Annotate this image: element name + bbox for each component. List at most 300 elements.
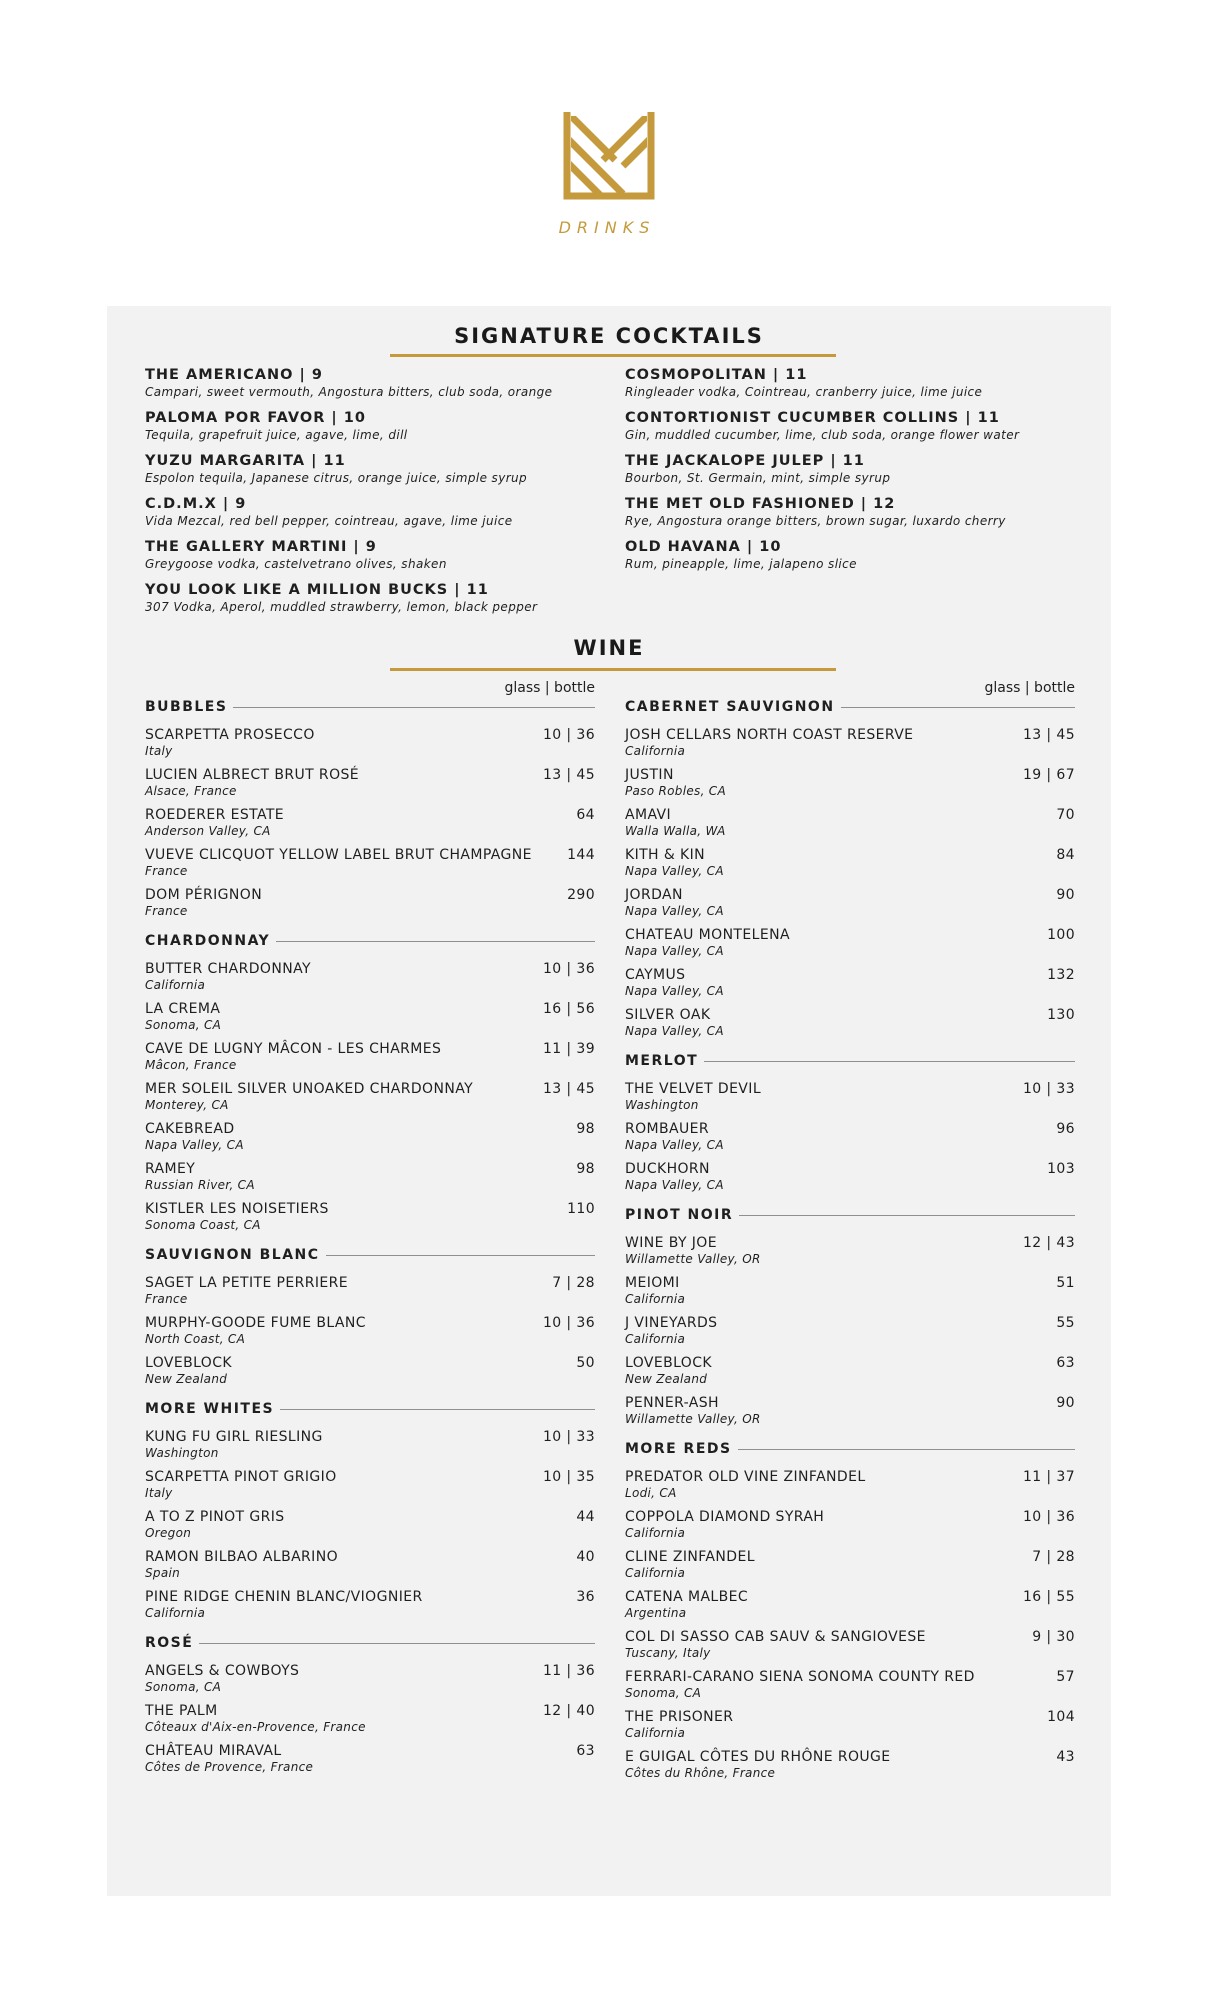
cocktail-item bbox=[145, 495, 605, 529]
wine-row bbox=[145, 1314, 595, 1332]
wine-price: 63 bbox=[1056, 1355, 1075, 1371]
wine-region: California bbox=[625, 1526, 686, 1540]
wine-price: 7 | 28 bbox=[1032, 1549, 1075, 1565]
wine-item bbox=[625, 1160, 1075, 1192]
wine-row bbox=[145, 886, 595, 904]
wine-price: 13 | 45 bbox=[542, 767, 595, 783]
wine-row bbox=[145, 1200, 595, 1218]
category-divider bbox=[233, 707, 595, 708]
cocktail-name: THE JACKALOPE JULEP | 11 bbox=[625, 453, 865, 469]
wine-region: Napa Valley, CA bbox=[625, 904, 724, 918]
wine-region: Sonoma, CA bbox=[625, 1686, 702, 1700]
wine-name: PENNER-ASH bbox=[625, 1395, 719, 1411]
wine-name: KISTLER LES NOISETIERS bbox=[145, 1201, 329, 1217]
wine-name: THE PRISONER bbox=[625, 1709, 734, 1725]
wine-name: JORDAN bbox=[625, 887, 683, 903]
wine-category-header bbox=[625, 1206, 1075, 1224]
wine-item bbox=[145, 766, 595, 798]
wine-row bbox=[145, 1662, 595, 1680]
wine-region: California bbox=[145, 1606, 206, 1620]
wine-price: 9 | 30 bbox=[1032, 1629, 1075, 1645]
wine-region: Willamette Valley, OR bbox=[625, 1252, 761, 1266]
wine-region: France bbox=[145, 864, 188, 878]
glass-bottle-header: glass | bottle bbox=[984, 680, 1075, 696]
wine-region: Sonoma, CA bbox=[145, 1018, 222, 1032]
wine-name: CLINE ZINFANDEL bbox=[625, 1549, 755, 1565]
wine-region: California bbox=[145, 978, 206, 992]
wine-price: 104 bbox=[1047, 1709, 1075, 1725]
wine-row bbox=[625, 886, 1075, 904]
wine-item bbox=[145, 1428, 595, 1460]
wine-row bbox=[145, 1468, 595, 1486]
wine-name: KITH & KIN bbox=[625, 847, 705, 863]
wine-name: AMAVI bbox=[625, 807, 672, 823]
wine-item bbox=[625, 1080, 1075, 1112]
cocktail-description: Campari, sweet vermouth, Angostura bitters, club soda, orange bbox=[145, 385, 553, 399]
wine-region: Willamette Valley, OR bbox=[625, 1412, 761, 1426]
wine-price: 10 | 36 bbox=[542, 727, 595, 743]
cocktail-description: Espolon tequila, Japanese citrus, orange juice, simple syrup bbox=[145, 471, 528, 485]
wine-price: 10 | 33 bbox=[1022, 1081, 1075, 1097]
wine-row bbox=[145, 1508, 595, 1526]
category-divider bbox=[326, 1255, 595, 1256]
wine-item bbox=[625, 1274, 1075, 1306]
wine-price: 98 bbox=[576, 1121, 595, 1137]
wine-name: VUEVE CLICQUOT YELLOW LABEL BRUT CHAMPAGNE bbox=[145, 847, 532, 863]
wine-name: CAKEBREAD bbox=[145, 1121, 235, 1137]
wine-price: 63 bbox=[576, 1743, 595, 1759]
cocktail-description: Bourbon, St. Germain, mint, simple syrup bbox=[625, 471, 891, 485]
wine-region: Napa Valley, CA bbox=[625, 944, 724, 958]
wine-region: Napa Valley, CA bbox=[145, 1138, 244, 1152]
category-divider bbox=[276, 941, 595, 942]
wine-name: ROMBAUER bbox=[625, 1121, 710, 1137]
wine-region: Anderson Valley, CA bbox=[145, 824, 271, 838]
wine-region: North Coast, CA bbox=[145, 1332, 246, 1346]
wine-region: Côtes du Rhône, France bbox=[625, 1766, 776, 1780]
wine-name: MER SOLEIL SILVER UNOAKED CHARDONNAY bbox=[145, 1081, 474, 1097]
wine-row bbox=[625, 966, 1075, 984]
wine-category-header bbox=[145, 1634, 595, 1652]
wine-price: 84 bbox=[1056, 847, 1075, 863]
wine-region: California bbox=[625, 1726, 686, 1740]
wine-region: Monterey, CA bbox=[145, 1098, 229, 1112]
wine-region: Côteaux d'Aix-en-Provence, France bbox=[145, 1720, 366, 1734]
wine-category-label: ROSÉ bbox=[145, 1635, 194, 1651]
cocktail-description: Vida Mezcal, red bell pepper, cointreau, agave, lime juice bbox=[145, 514, 513, 528]
wine-item bbox=[625, 1006, 1075, 1038]
cocktail-name: C.D.M.X | 9 bbox=[145, 496, 247, 512]
wine-price: 51 bbox=[1056, 1275, 1075, 1291]
wine-region: Sonoma Coast, CA bbox=[145, 1218, 261, 1232]
wine-price: 55 bbox=[1056, 1315, 1075, 1331]
wine-price: 98 bbox=[576, 1161, 595, 1177]
wine-row bbox=[145, 846, 595, 864]
wine-item bbox=[145, 1662, 595, 1694]
wine-row bbox=[145, 1354, 595, 1372]
wine-item bbox=[625, 926, 1075, 958]
wine-region: Côtes de Provence, France bbox=[145, 1760, 314, 1774]
category-divider bbox=[739, 1215, 1075, 1216]
wine-price: 144 bbox=[567, 847, 595, 863]
cocktail-name: PALOMA POR FAVOR | 10 bbox=[145, 410, 366, 426]
wine-name: LUCIEN ALBRECT BRUT ROSÉ bbox=[145, 767, 360, 783]
cocktail-item bbox=[625, 495, 1085, 529]
menu-panel bbox=[107, 306, 1111, 1896]
wine-category-label: PINOT NOIR bbox=[625, 1207, 734, 1223]
category-divider bbox=[738, 1449, 1075, 1450]
wine-item bbox=[145, 1548, 595, 1580]
wine-region: Italy bbox=[145, 744, 173, 758]
wine-name: RAMEY bbox=[145, 1161, 196, 1177]
wine-price: 290 bbox=[567, 887, 595, 903]
wine-name: COL DI SASSO CAB SAUV & SANGIOVESE bbox=[625, 1629, 926, 1645]
wine-region: California bbox=[625, 744, 686, 758]
wine-row bbox=[145, 1120, 595, 1138]
cocktail-item bbox=[625, 366, 1085, 400]
crown-m-logo bbox=[563, 108, 655, 200]
wine-category-header bbox=[145, 1246, 595, 1264]
cocktail-description: Gin, muddled cucumber, lime, club soda, orange flower water bbox=[625, 428, 1020, 442]
wine-item bbox=[145, 1588, 595, 1620]
wine-row bbox=[625, 1160, 1075, 1178]
wine-name: LOVEBLOCK bbox=[625, 1355, 712, 1371]
wine-price: 130 bbox=[1047, 1007, 1075, 1023]
wine-name: KUNG FU GIRL RIESLING bbox=[145, 1429, 323, 1445]
wine-category-label: CHARDONNAY bbox=[145, 933, 271, 949]
wine-name: CAVE DE LUGNY MÂCON - LES CHARMES bbox=[145, 1041, 442, 1057]
wine-item bbox=[145, 1742, 595, 1774]
wine-name: CATENA MALBEC bbox=[625, 1589, 749, 1605]
wine-category-label: BUBBLES bbox=[145, 699, 228, 715]
wine-category-label: SAUVIGNON BLANC bbox=[145, 1247, 320, 1263]
wine-price: 19 | 67 bbox=[1022, 767, 1075, 783]
wine-region: Lodi, CA bbox=[625, 1486, 677, 1500]
wine-row bbox=[625, 726, 1075, 744]
wine-row bbox=[625, 1006, 1075, 1024]
wine-name: SAGET LA PETITE PERRIERE bbox=[145, 1275, 349, 1291]
wine-row bbox=[145, 726, 595, 744]
cocktail-name: YOU LOOK LIKE A MILLION BUCKS | 11 bbox=[145, 582, 489, 598]
wine-item bbox=[145, 1120, 595, 1152]
wine-name: E GUIGAL CÔTES DU RHÔNE ROUGE bbox=[625, 1749, 891, 1765]
wine-name: LOVEBLOCK bbox=[145, 1355, 232, 1371]
wine-region: California bbox=[625, 1566, 686, 1580]
wine-price: 44 bbox=[576, 1509, 595, 1525]
wine-item bbox=[625, 1120, 1075, 1152]
wine-region: Argentina bbox=[625, 1606, 687, 1620]
wine-row bbox=[145, 1548, 595, 1566]
wine-price: 90 bbox=[1056, 1395, 1075, 1411]
wine-row bbox=[625, 1274, 1075, 1292]
wine-price: 132 bbox=[1047, 967, 1075, 983]
wine-price: 11 | 39 bbox=[542, 1041, 595, 1057]
wine-row bbox=[625, 1548, 1075, 1566]
cocktail-description: Rum, pineapple, lime, jalapeno slice bbox=[625, 557, 857, 571]
wine-title: WINE bbox=[573, 636, 645, 660]
cocktail-description: Greygoose vodka, castelvetrano olives, shaken bbox=[145, 557, 447, 571]
wine-item bbox=[145, 1354, 595, 1386]
wine-item bbox=[145, 1080, 595, 1112]
wine-item bbox=[145, 726, 595, 758]
wine-item bbox=[145, 1702, 595, 1734]
wine-price: 64 bbox=[576, 807, 595, 823]
wine-category-label: MERLOT bbox=[625, 1053, 699, 1069]
wine-item bbox=[625, 886, 1075, 918]
cocktail-description: Ringleader vodka, Cointreau, cranberry juice, lime juice bbox=[625, 385, 983, 399]
wine-row bbox=[625, 1588, 1075, 1606]
wine-item bbox=[625, 1708, 1075, 1740]
wine-name: THE VELVET DEVIL bbox=[625, 1081, 762, 1097]
wine-item bbox=[145, 960, 595, 992]
cocktail-item bbox=[625, 452, 1085, 486]
wine-name: CHATEAU MONTELENA bbox=[625, 927, 790, 943]
wine-price: 103 bbox=[1047, 1161, 1075, 1177]
wine-row bbox=[625, 1668, 1075, 1686]
wine-name: MURPHY-GOODE FUME BLANC bbox=[145, 1315, 366, 1331]
wine-item bbox=[145, 1160, 595, 1192]
wine-price: 10 | 35 bbox=[542, 1469, 595, 1485]
wine-name: DOM PÉRIGNON bbox=[145, 887, 263, 903]
wine-row bbox=[625, 766, 1075, 784]
wine-name: SCARPETTA PINOT GRIGIO bbox=[145, 1469, 337, 1485]
cocktail-name: CONTORTIONIST CUCUMBER COLLINS | 11 bbox=[625, 410, 1000, 426]
wine-item bbox=[145, 1468, 595, 1500]
wine-region: Mâcon, France bbox=[145, 1058, 237, 1072]
wine-item bbox=[625, 1354, 1075, 1386]
wine-price: 10 | 36 bbox=[542, 961, 595, 977]
wine-region: Alsace, France bbox=[145, 784, 237, 798]
wine-name: THE PALM bbox=[145, 1703, 218, 1719]
wine-category-header bbox=[625, 1440, 1075, 1458]
wine-price: 50 bbox=[576, 1355, 595, 1371]
wine-region: Oregon bbox=[145, 1526, 192, 1540]
wine-row bbox=[145, 1588, 595, 1606]
wine-price: 16 | 56 bbox=[542, 1001, 595, 1017]
wine-region: Washington bbox=[625, 1098, 699, 1112]
cocktail-description: Rye, Angostura orange bitters, brown sugar, luxardo cherry bbox=[625, 514, 1006, 528]
cocktail-item bbox=[145, 409, 605, 443]
wine-price: 40 bbox=[576, 1549, 595, 1565]
wine-category-label: MORE WHITES bbox=[145, 1401, 275, 1417]
wine-name: JUSTIN bbox=[625, 767, 674, 783]
cocktails-right-column bbox=[625, 366, 1085, 581]
wine-price: 7 | 28 bbox=[552, 1275, 595, 1291]
wine-row bbox=[625, 1628, 1075, 1646]
wine-price: 90 bbox=[1056, 887, 1075, 903]
wine-price: 13 | 45 bbox=[542, 1081, 595, 1097]
wine-name: SCARPETTA PROSECCO bbox=[145, 727, 315, 743]
wine-row bbox=[145, 766, 595, 784]
wine-item bbox=[625, 1748, 1075, 1780]
wine-region: Napa Valley, CA bbox=[625, 1024, 724, 1038]
wine-row bbox=[145, 1274, 595, 1292]
cocktail-name: COSMOPOLITAN | 11 bbox=[625, 367, 808, 383]
wine-item bbox=[625, 1508, 1075, 1540]
wine-item bbox=[625, 1668, 1075, 1700]
wine-item bbox=[625, 806, 1075, 838]
wine-row bbox=[625, 1314, 1075, 1332]
wine-name: ROEDERER ESTATE bbox=[145, 807, 285, 823]
wine-row bbox=[145, 1702, 595, 1720]
wine-region: California bbox=[625, 1292, 686, 1306]
cocktail-item bbox=[625, 409, 1085, 443]
wine-row bbox=[625, 1120, 1075, 1138]
cocktail-item bbox=[145, 581, 605, 615]
wine-region: Tuscany, Italy bbox=[625, 1646, 711, 1660]
category-divider bbox=[280, 1409, 595, 1410]
wine-name: PREDATOR OLD VINE ZINFANDEL bbox=[625, 1469, 866, 1485]
category-divider bbox=[841, 707, 1075, 708]
wine-region: Napa Valley, CA bbox=[625, 1178, 724, 1192]
glass-bottle-header: glass | bottle bbox=[504, 680, 595, 696]
cocktail-name: THE AMERICANO | 9 bbox=[145, 367, 323, 383]
cocktail-description: 307 Vodka, Aperol, muddled strawberry, lemon, black pepper bbox=[145, 600, 538, 614]
wine-item bbox=[145, 1000, 595, 1032]
wine-row bbox=[145, 806, 595, 824]
wine-row bbox=[145, 1040, 595, 1058]
wine-category-header bbox=[145, 1400, 595, 1418]
wine-name: DUCKHORN bbox=[625, 1161, 710, 1177]
wine-name: WINE BY JOE bbox=[625, 1235, 717, 1251]
wine-item bbox=[145, 1200, 595, 1232]
wine-region: New Zealand bbox=[145, 1372, 228, 1386]
wine-name: BUTTER CHARDONNAY bbox=[145, 961, 311, 977]
wine-region: France bbox=[145, 1292, 188, 1306]
wine-region: New Zealand bbox=[625, 1372, 708, 1386]
wine-row bbox=[625, 1748, 1075, 1766]
cocktails-title-rule bbox=[390, 354, 836, 357]
wine-item bbox=[625, 846, 1075, 878]
wine-name: SILVER OAK bbox=[625, 1007, 711, 1023]
wine-row bbox=[625, 1354, 1075, 1372]
wine-region: California bbox=[625, 1332, 686, 1346]
wine-row bbox=[625, 1394, 1075, 1412]
category-divider bbox=[704, 1061, 1075, 1062]
wine-region: Walla Walla, WA bbox=[625, 824, 726, 838]
wine-region: Russian River, CA bbox=[145, 1178, 255, 1192]
wine-price: 13 | 45 bbox=[1022, 727, 1075, 743]
wine-category-header bbox=[625, 698, 1075, 716]
wine-price: 110 bbox=[567, 1201, 595, 1217]
wine-price: 96 bbox=[1056, 1121, 1075, 1137]
cocktail-name: THE GALLERY MARTINI | 9 bbox=[145, 539, 377, 555]
wine-name: A TO Z PINOT GRIS bbox=[145, 1509, 285, 1525]
wine-item bbox=[145, 846, 595, 878]
wine-region: Sonoma, CA bbox=[145, 1680, 222, 1694]
wine-row bbox=[625, 1508, 1075, 1526]
cocktail-item bbox=[145, 366, 605, 400]
wine-region: Italy bbox=[145, 1486, 173, 1500]
wine-category-header bbox=[145, 698, 595, 716]
wine-item bbox=[145, 1040, 595, 1072]
wine-item bbox=[625, 1548, 1075, 1580]
wine-row bbox=[145, 1742, 595, 1760]
wine-item bbox=[625, 1628, 1075, 1660]
wine-name: J VINEYARDS bbox=[625, 1315, 718, 1331]
wine-category-header bbox=[625, 1052, 1075, 1070]
wine-item bbox=[625, 1314, 1075, 1346]
wine-price: 36 bbox=[576, 1589, 595, 1605]
wine-item bbox=[145, 1274, 595, 1306]
cocktail-item bbox=[625, 538, 1085, 572]
wine-price: 100 bbox=[1047, 927, 1075, 943]
wine-row bbox=[145, 1080, 595, 1098]
wine-row bbox=[625, 806, 1075, 824]
wine-row bbox=[145, 1000, 595, 1018]
wine-name: RAMON BILBAO ALBARINO bbox=[145, 1549, 339, 1565]
wine-name: JOSH CELLARS NORTH COAST RESERVE bbox=[625, 727, 914, 743]
wine-category-label: CABERNET SAUVIGNON bbox=[625, 699, 835, 715]
wine-name: LA CREMA bbox=[145, 1001, 221, 1017]
wine-price: 12 | 40 bbox=[542, 1703, 595, 1719]
wine-name: PINE RIDGE CHENIN BLANC/VIOGNIER bbox=[145, 1589, 423, 1605]
cocktail-description: Tequila, grapefruit juice, agave, lime, dill bbox=[145, 428, 408, 442]
wine-title-rule bbox=[390, 668, 836, 671]
wine-item bbox=[625, 766, 1075, 798]
wine-price: 43 bbox=[1056, 1749, 1075, 1765]
wine-region: Spain bbox=[145, 1566, 181, 1580]
wine-item bbox=[145, 806, 595, 838]
wine-item bbox=[625, 1468, 1075, 1500]
cocktails-left-column bbox=[145, 366, 605, 624]
wine-row bbox=[625, 1468, 1075, 1486]
wine-name: CAYMUS bbox=[625, 967, 686, 983]
wine-row bbox=[145, 1160, 595, 1178]
wine-name: MEIOMI bbox=[625, 1275, 680, 1291]
wine-item bbox=[145, 1314, 595, 1346]
wine-price: 11 | 36 bbox=[542, 1663, 595, 1679]
wine-region: Napa Valley, CA bbox=[625, 984, 724, 998]
wine-region: Napa Valley, CA bbox=[625, 864, 724, 878]
wine-row bbox=[625, 926, 1075, 944]
wine-region: Paso Robles, CA bbox=[625, 784, 726, 798]
wine-item bbox=[625, 1394, 1075, 1426]
wine-item bbox=[145, 1508, 595, 1540]
wine-row bbox=[625, 1234, 1075, 1252]
wine-price: 57 bbox=[1056, 1669, 1075, 1685]
cocktails-title: SIGNATURE COCKTAILS bbox=[454, 324, 764, 348]
wine-item bbox=[625, 726, 1075, 758]
wine-item bbox=[625, 966, 1075, 998]
wine-name: FERRARI-CARANO SIENA SONOMA COUNTY RED bbox=[625, 1669, 975, 1685]
brand-title: DRINKS bbox=[558, 218, 656, 237]
wine-price: 10 | 36 bbox=[1022, 1509, 1075, 1525]
cocktail-name: YUZU MARGARITA | 11 bbox=[145, 453, 346, 469]
wine-row bbox=[625, 1080, 1075, 1098]
wine-name: COPPOLA DIAMOND SYRAH bbox=[625, 1509, 825, 1525]
wine-row bbox=[625, 1708, 1075, 1726]
wine-name: ANGELS & COWBOYS bbox=[145, 1663, 300, 1679]
cocktail-item bbox=[145, 538, 605, 572]
wine-region: France bbox=[145, 904, 188, 918]
cocktail-name: OLD HAVANA | 10 bbox=[625, 539, 782, 555]
wine-category-label: MORE REDS bbox=[625, 1441, 732, 1457]
wine-item bbox=[625, 1234, 1075, 1266]
wine-price: 16 | 55 bbox=[1022, 1589, 1075, 1605]
wine-category-header bbox=[145, 932, 595, 950]
wine-item bbox=[625, 1588, 1075, 1620]
cocktail-name: THE MET OLD FASHIONED | 12 bbox=[625, 496, 896, 512]
wine-name: CHÂTEAU MIRAVAL bbox=[145, 1743, 282, 1759]
cocktail-item bbox=[145, 452, 605, 486]
wine-right-column bbox=[625, 678, 1075, 1788]
wine-price: 11 | 37 bbox=[1022, 1469, 1075, 1485]
wine-row bbox=[145, 1428, 595, 1446]
wine-region: Washington bbox=[145, 1446, 219, 1460]
wine-row bbox=[145, 960, 595, 978]
wine-left-column bbox=[145, 678, 595, 1782]
